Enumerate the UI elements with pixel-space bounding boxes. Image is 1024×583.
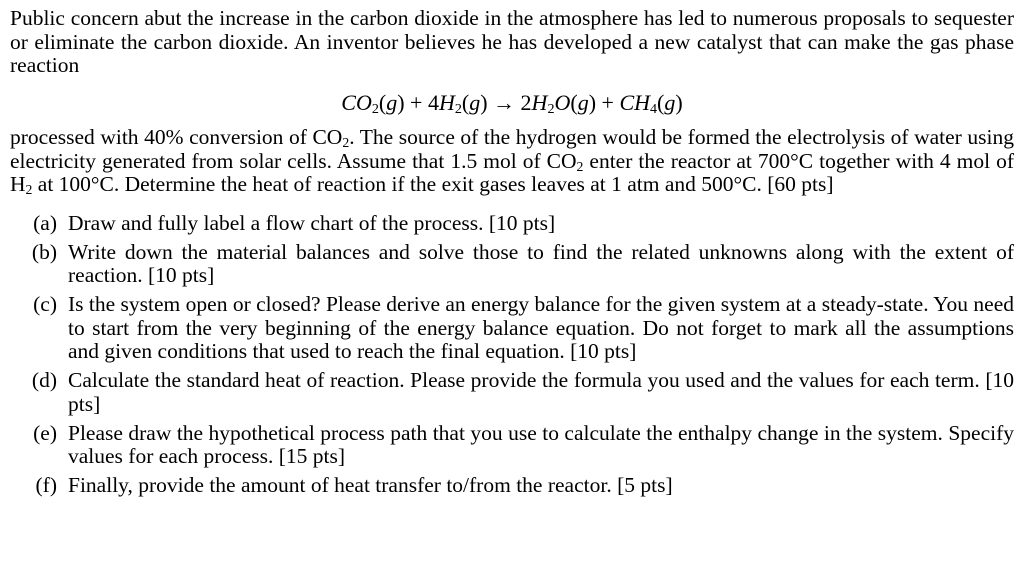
task-label-c: (c) bbox=[33, 292, 57, 316]
task-label-b: (b) bbox=[31, 239, 57, 264]
task-label-a: (a) bbox=[33, 210, 57, 235]
task-item-d bbox=[10, 369, 1014, 416]
task-label-f: (f) bbox=[35, 473, 57, 497]
task-text-e: Please draw the hypothetical process path that you use to calculate the enthalpy change in the system. Specify values for each process. [15 pts] bbox=[68, 420, 1014, 468]
problem-conditions-paragraph: processed with 40% conversion of $CO_2$. The source of the hydrogen would be formed the electrolysis of water using electricity generated from solar cells. Assume that 1.5 mol of $CO_2$ enter the reactor at 700°C together with 4 mol of $H_2$ at 100°C. Determine the heat of reaction if the exit gases leaves at 1 atm and 500°C. [60 pts] bbox=[10, 125, 1014, 198]
reaction-equation: $CO_2(g) + 4H_2(g) \to 2H_2O(g) + CH_4(g)$ bbox=[341, 89, 683, 117]
task-item-a bbox=[10, 212, 1014, 236]
task-text-d: Calculate the standard heat of reaction. Please provide the formula you used and the values for each term. [10 pts] bbox=[68, 368, 1014, 416]
task-text-b: Write down the material balances and solve those to find the related unknowns along with the extent of reaction. [10 pts] bbox=[68, 239, 1014, 287]
problem-intro-paragraph: Public concern abut the increase in the carbon dioxide in the atmosphere has led to numerous proposals to sequester or eliminate the carbon dioxide. An inventor believes he has developed a new catalyst that can make the gas phase reaction bbox=[10, 6, 1014, 77]
task-item-e bbox=[10, 422, 1014, 469]
task-list bbox=[10, 212, 1014, 498]
task-item-c bbox=[10, 293, 1014, 364]
task-label-e: (e) bbox=[33, 420, 57, 445]
task-label-d: (d) bbox=[31, 368, 57, 392]
task-item-b bbox=[10, 241, 1014, 288]
task-text-f: Finally, provide the amount of heat transfer to/from the reactor. [5 pts] bbox=[68, 473, 673, 497]
task-text-c: Is the system open or closed? Please derive an energy balance for the given system at a steady-state. You need to start from the very beginning of the energy balance equation. Do not forget to mark all the assumptions and given conditions that used to reach the final equation. [10 pts] bbox=[68, 292, 1014, 363]
task-text-a: Draw and fully label a flow chart of the process. [10 pts] bbox=[68, 210, 556, 235]
task-item-f bbox=[10, 474, 1014, 498]
